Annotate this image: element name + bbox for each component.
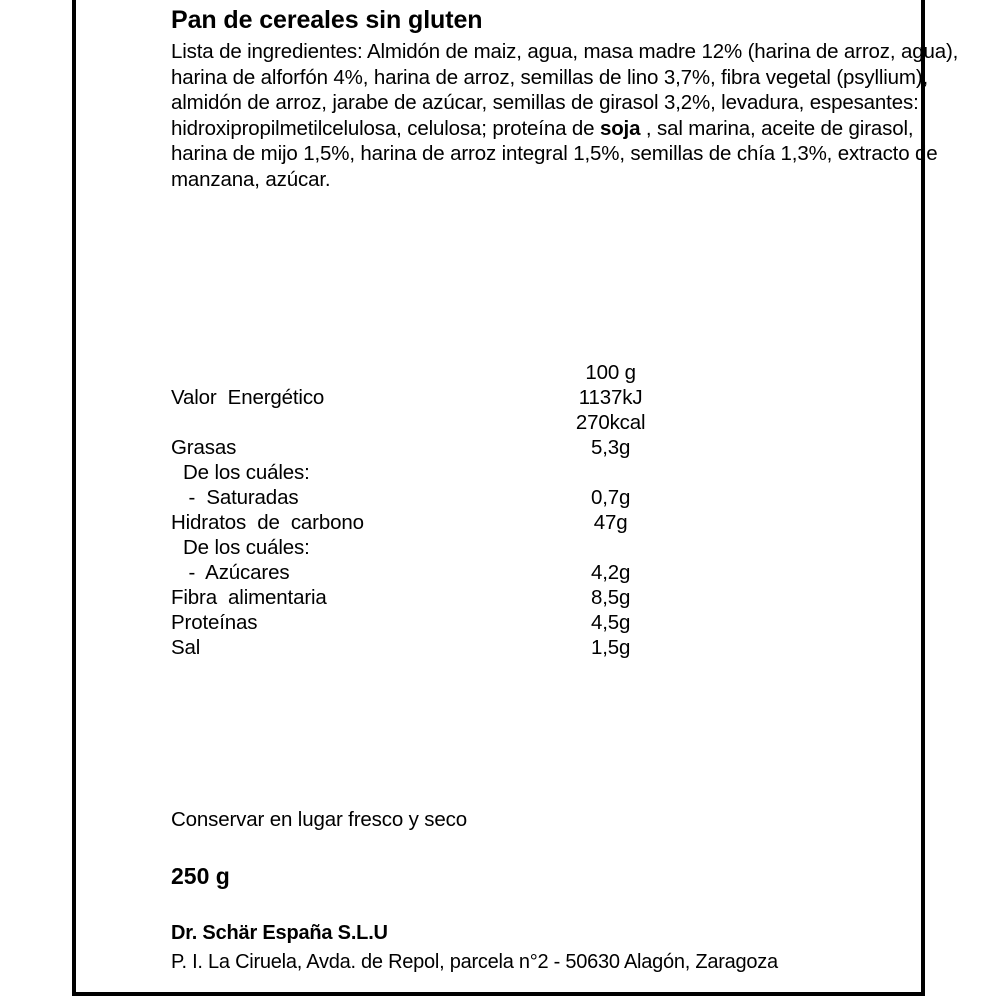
ingredients-text-part-2: , sal marina, aceite de girasol, harina de mijo 1,5%, harina de arroz integral 1,5%, semillas de chía 1,3%, extracto de manzana, azúcar. [171,116,938,191]
nutrition-row [171,385,691,410]
nutrition-row [171,410,691,435]
nutrition-row-value: 8,5g [590,586,631,609]
nutrition-row-label: Fibra alimentaria [171,586,327,609]
allergen-soja: soja [599,116,641,140]
nutrition-row [171,435,691,460]
nutrition-row-value: 5,3g [590,436,631,459]
storage-instruction: Conservar en lugar fresco y seco [171,808,468,831]
nutrition-row-label: - Azúcares [183,561,290,584]
nutrition-row-label: De los cuáles: [183,461,310,484]
nutrition-row-value: 1137kJ [578,386,643,409]
nutrition-row [171,510,691,535]
nutrition-facts-table [171,360,691,660]
nutrition-row [171,585,691,610]
nutrition-table-header-row [171,360,691,385]
label-border-frame [72,0,959,996]
nutrition-row [171,460,691,485]
manufacturer-address: P. I. La Ciruela, Avda. de Repol, parcela n°2 - 50630 Alagón, Zaragoza [171,951,778,973]
nutrition-row-value [530,535,691,560]
nutrition-row-label: Sal [171,636,201,659]
ingredients-list [171,39,961,192]
nutrition-row [171,535,691,560]
nutrition-row [171,485,691,510]
manufacturer-name: Dr. Schär España S.L.U [171,922,388,944]
nutrition-row-label: Proteínas [171,611,258,634]
nutrition-header-label-cell [171,360,530,385]
nutrition-row [171,560,691,585]
nutrition-row-value: 4,5g [590,611,631,634]
nutrition-row-value [530,460,691,485]
nutrition-row-label: De los cuáles: [183,536,310,559]
ingredients-text-part-1: Lista de ingredientes: Almidón de maiz, agua, masa madre 12% (harina de arroz, agua), harina de alforfón 4%, harina de arroz, semillas de lino 3,7%, fibra vegetal (psyllium), almidón de arroz, jarabe de azúcar, semillas de girasol 3,2%, levadura, espesantes: hidroxipropilmetilcelulosa, celulosa; proteína de [171,40,959,140]
label-content [171,0,971,973]
nutrition-row-label [171,410,530,435]
nutrition-row-label: - Saturadas [183,486,299,509]
nutrition-row-label: Hidratos de carbono [171,511,364,534]
net-weight: 250 g [171,863,230,889]
nutrition-row [171,635,691,660]
nutrition-row-label: Grasas [171,436,237,459]
nutrition-row-value: 47g [593,511,628,534]
nutrition-row-value: 270kcal [575,411,646,434]
nutrition-row [171,610,691,635]
nutrition-row-value: 0,7g [590,486,631,509]
serving-size-header: 100 g [585,361,636,384]
product-title: Pan de cereales sin gluten [171,6,483,34]
nutrition-row-value: 1,5g [590,636,631,659]
nutrition-row-label: Valor Energético [171,386,325,409]
nutrition-table-body [171,385,691,660]
nutrition-row-value: 4,2g [590,561,631,584]
